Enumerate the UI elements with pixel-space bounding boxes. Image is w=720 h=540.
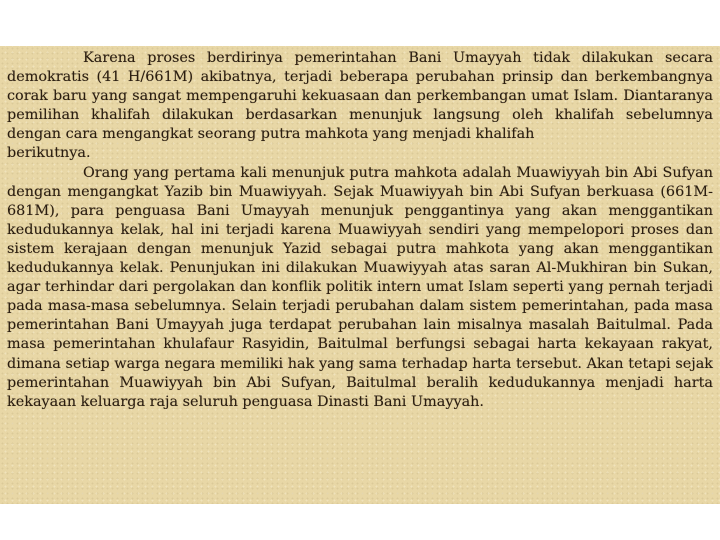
paragraph-2: Orang yang pertama kali menunjuk putra mahkota adalah Muawiyyah bin Abi Sufyan dengan mengangkat Yazib bin Muawiyyah. Sejak Muawiyyah bin Abi Sufyan berkuasa (661M-681M), para penguasa Bani Umayyah menunjuk penggantinya yang akan menggantikan kedudukannya kelak, hal ini terjadi karena Muawiyyah sendiri yang mempelopori proses dan sistem kerajaan dengan menunjuk Yazid sebagai putra mahkota yang akan menggantikan kedudukannya kelak. Penunjukan ini dilakukan Muawiyyah atas saran Al-Mukhiran bin Sukan, agar terhindar dari pergolakan dan konflik politik intern umat Islam seperti yang pernah terjadi pada masa-masa sebelumnya. Selain terjadi perubahan dalam sistem pemerintahan, pada masa pemerintahan Bani Umayyah juga terdapat perubahan lain misalnya masalah Baitulmal. Pada masa pemerintahan khulafaur Rasyidin, Baitulmal berfungsi sebagai harta kekayaan rakyat, dimana setiap warga negara memiliki hak yang sama terhadap harta tersebut. Akan tetapi sejak pemerintahan Muawiyyah bin Abi Sufyan, Baitulmal beralih kedudukannya menjadi harta kekayaan keluarga raja seluruh penguasa Dinasti Bani Umayyah. xyxy=(7,164,713,410)
paragraph-1-text: Karena proses berdirinya pemerintahan Bani Umayyah tidak dilakukan secara demokratis (41 H/661M) akibatnya, terjadi beberapa perubahan prinsip dan berkembangnya corak baru yang sangat mempengaruhi kekuasaan dan perkembangan umat Islam. Diantaranya pemilihan khalifah dilakukan berdasarkan menunjuk langsung oleh khalifah sebelumnya dengan cara mengangkat seorang putra mahkota yang menjadi khalifah xyxy=(7,50,713,143)
paragraph-1-tail: berikutnya. xyxy=(7,145,91,162)
document-body xyxy=(7,49,713,412)
text-panel xyxy=(0,46,720,504)
paragraph-1 xyxy=(7,49,713,144)
